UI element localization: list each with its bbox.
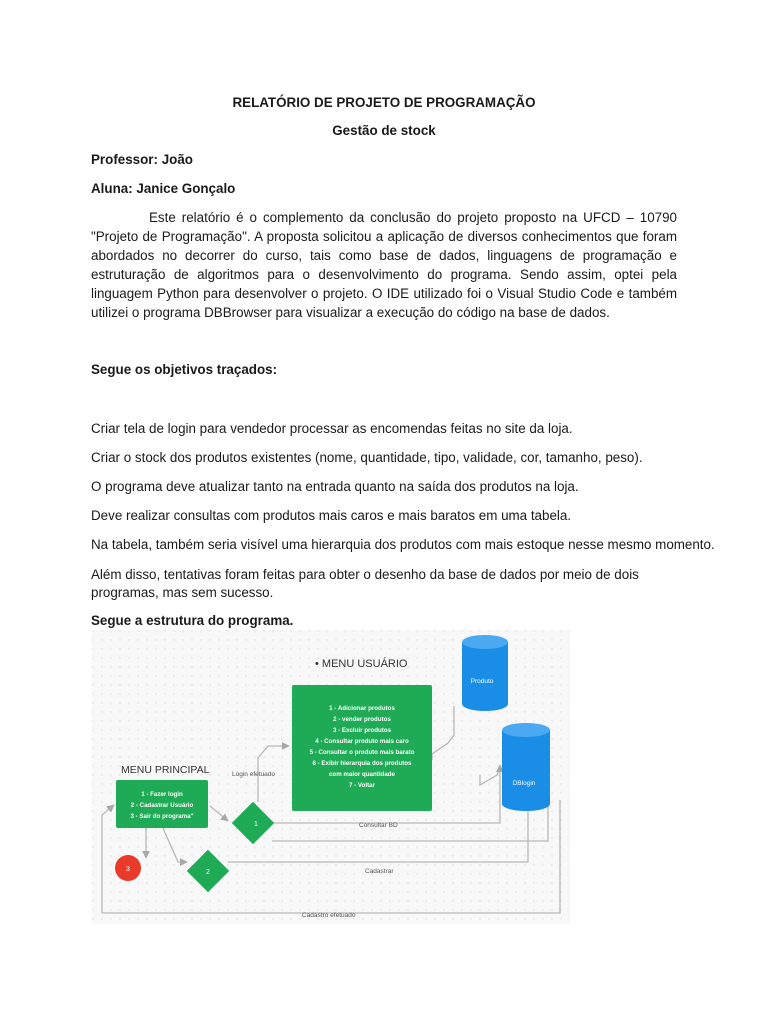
menu-usuario-item: 2 - vender produtos [333, 716, 391, 723]
menu-usuario-item: 7 - Voltar [348, 782, 376, 789]
menu-usuario-title: • MENU USUÁRIO [315, 658, 408, 670]
objectives-heading: Segue os objetivos traçados: [91, 362, 278, 377]
edge-label-login: Login efetuado [232, 771, 276, 778]
document-subtitle: Gestão de stock [332, 123, 436, 138]
menu-principal-title: MENU PRINCIPAL [121, 764, 210, 776]
objective-item: O programa deve atualizar tanto na entrada quanto na saída dos produtos na loja. [91, 479, 579, 494]
objective-item: Criar tela de login para vendedor processar as encomendas feitas no site da loja. [91, 421, 573, 436]
menu-principal-item: 1 - Fazer login [141, 791, 183, 798]
exit-label: 3 [126, 866, 130, 873]
menu-usuario-item: 5 - Consultar o produto mais barato [309, 749, 415, 756]
menu-principal-item: 3 - Sair do programa" [130, 813, 194, 820]
menu-principal-item: 2 - Cadastrar Usuário [130, 802, 194, 809]
decision-2-label: 2 [206, 869, 210, 876]
objective-item: Além disso, tentativas foram feitas para obter o desenho da base de dados por meio de dois programas, mas sem sucesso. [91, 567, 639, 600]
professor-line: Professor: João [91, 152, 193, 167]
objective-item: Deve realizar consultas com produtos mais caros e mais baratos em uma tabela. [91, 508, 572, 523]
decision-1-label: 1 [254, 821, 258, 828]
document-title: RELATÓRIO DE PROJETO DE PROGRAMAÇÃO [232, 95, 536, 110]
menu-usuario-item: 3 - Excluir produtos [332, 727, 392, 734]
objective-item: Na tabela, também seria visível uma hierarquia dos produtos com mais estoque nesse mesmo momento. [91, 537, 715, 552]
menu-usuario-item: 6 - Exibir hierarquia dos produtos [312, 760, 412, 767]
edge-label-consultar: Consultar BD [359, 822, 398, 829]
produto-label: Produto [470, 678, 494, 685]
menu-usuario-item: 1 - Adicionar produtos [329, 705, 395, 712]
produto-database-icon [462, 635, 508, 711]
student-line: Aluna: Janice Gonçalo [91, 181, 236, 196]
menu-usuario-item: 4 - Consultar produto mais caro [315, 738, 409, 745]
objective-item: Criar o stock dos produtos existentes (nome, quantidade, tipo, validade, cor, tamanho, peso). [91, 450, 643, 465]
edge-label-cadastrar: Cadastrar [365, 868, 394, 875]
dblogin-label: DBlogin [512, 780, 536, 787]
structure-heading: Segue a estrutura do programa. [91, 613, 294, 628]
program-structure-diagram [92, 630, 570, 924]
menu-usuario-box [292, 685, 432, 811]
dblogin-database-icon [502, 723, 550, 811]
intro-paragraph: Este relatório é o complemento da conclusão do projeto proposto na UFCD – 10790 "Projeto de Programação". A proposta solicitou a aplicação de diversos conhecimentos que foram abordados no decorrer do curso, tais como base de dados, linguagens de programação e estruturação de algoritmos para o desenvolvimento do programa. Sendo assim, optei pela linguagem Python para desenvolver o projeto. O IDE utilizado foi o Visual Studio Code e também utilizei o programa DBBrowser para visualizar a execução do código na base de dados. [91, 210, 677, 320]
menu-usuario-item: com maior quantidade [328, 771, 396, 778]
edge-label-cadastro-efetuado: Cadastro efetuado [302, 912, 356, 919]
